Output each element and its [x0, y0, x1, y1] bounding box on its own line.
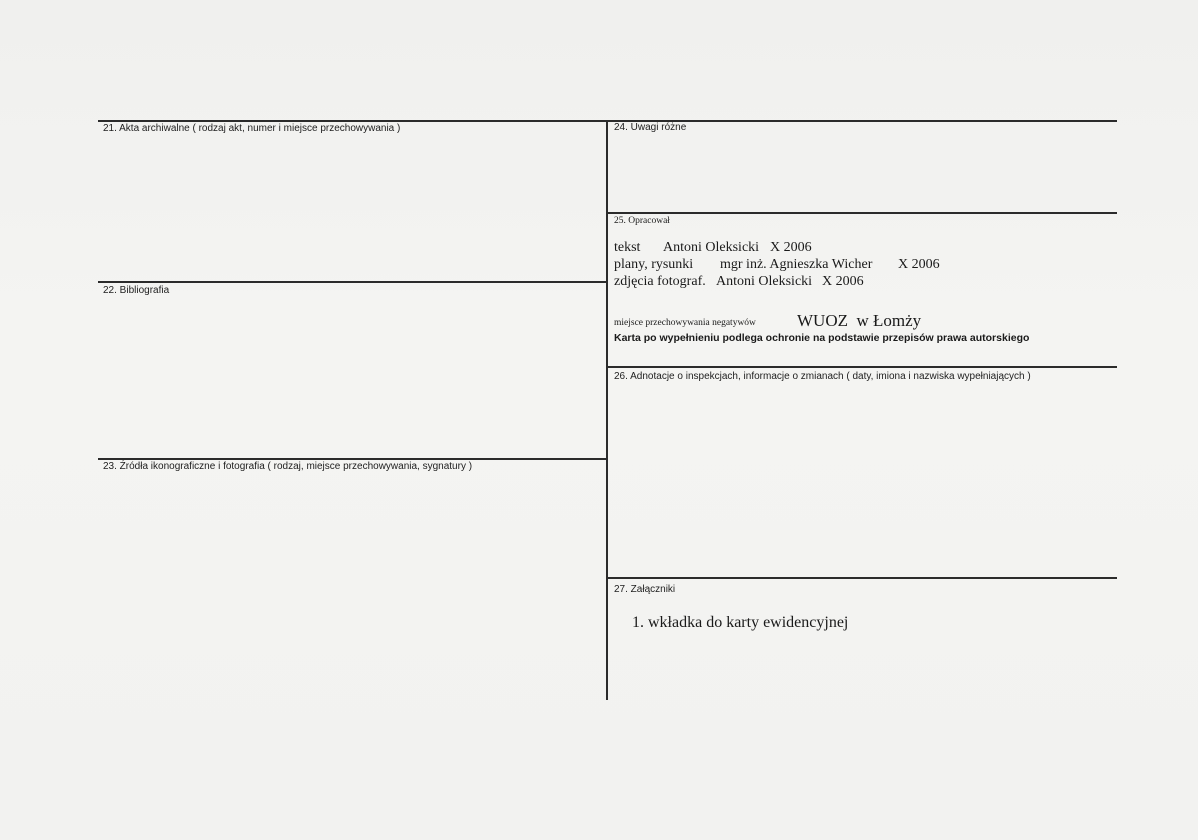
- negatives-location-label: miejsce przechowywania negatywów: [614, 318, 756, 328]
- author-date-plans: X 2006: [898, 257, 940, 272]
- negatives-location-value: WUOZ w Łomży: [797, 311, 922, 330]
- section-21-label: 21. Akta archiwalne ( rodzaj akt, numer i miejsce przechowywania ): [103, 123, 401, 134]
- author-name-plans: mgr inż. Agnieszka Wicher: [720, 257, 873, 272]
- rule-section-22: [98, 281, 607, 283]
- rule-section-23: [98, 458, 607, 460]
- copyright-note: Karta po wypełnieniu podlega ochronie na podstawie przepisów prawa autorskiego: [614, 332, 1030, 344]
- section-27-label: 27. Załączniki: [614, 584, 676, 595]
- section-23-label: 23. Źródła ikonograficzne i fotografia ( rodzaj, miejsce przechowywania, sygnatury ): [103, 461, 473, 472]
- section-22-label: 22. Bibliografia: [103, 285, 170, 296]
- author-date-text: X 2006: [770, 240, 812, 255]
- author-role-plans: plany, rysunki: [614, 257, 694, 272]
- author-role-text: tekst: [614, 240, 641, 255]
- attachment-item: 1. wkładka do karty ewidencyjnej: [632, 614, 849, 631]
- author-name-photos: Antoni Oleksicki: [716, 274, 813, 289]
- author-role-photos: zdjęcia fotograf.: [614, 274, 706, 289]
- section-25-label: 25. Opracował: [614, 216, 670, 226]
- rule-section-26: [607, 366, 1117, 368]
- section-24-label: 24. Uwagi różne: [614, 122, 687, 133]
- rule-section-25: [607, 212, 1117, 214]
- author-date-photos: X 2006: [822, 274, 864, 289]
- center-divider: [606, 120, 608, 700]
- author-name-text: Antoni Oleksicki: [663, 240, 760, 255]
- rule-section-27: [607, 577, 1117, 579]
- section-26-label: 26. Adnotacje o inspekcjach, informacje o zmianach ( daty, imiona i nazwiska wypełniających ): [614, 371, 1031, 382]
